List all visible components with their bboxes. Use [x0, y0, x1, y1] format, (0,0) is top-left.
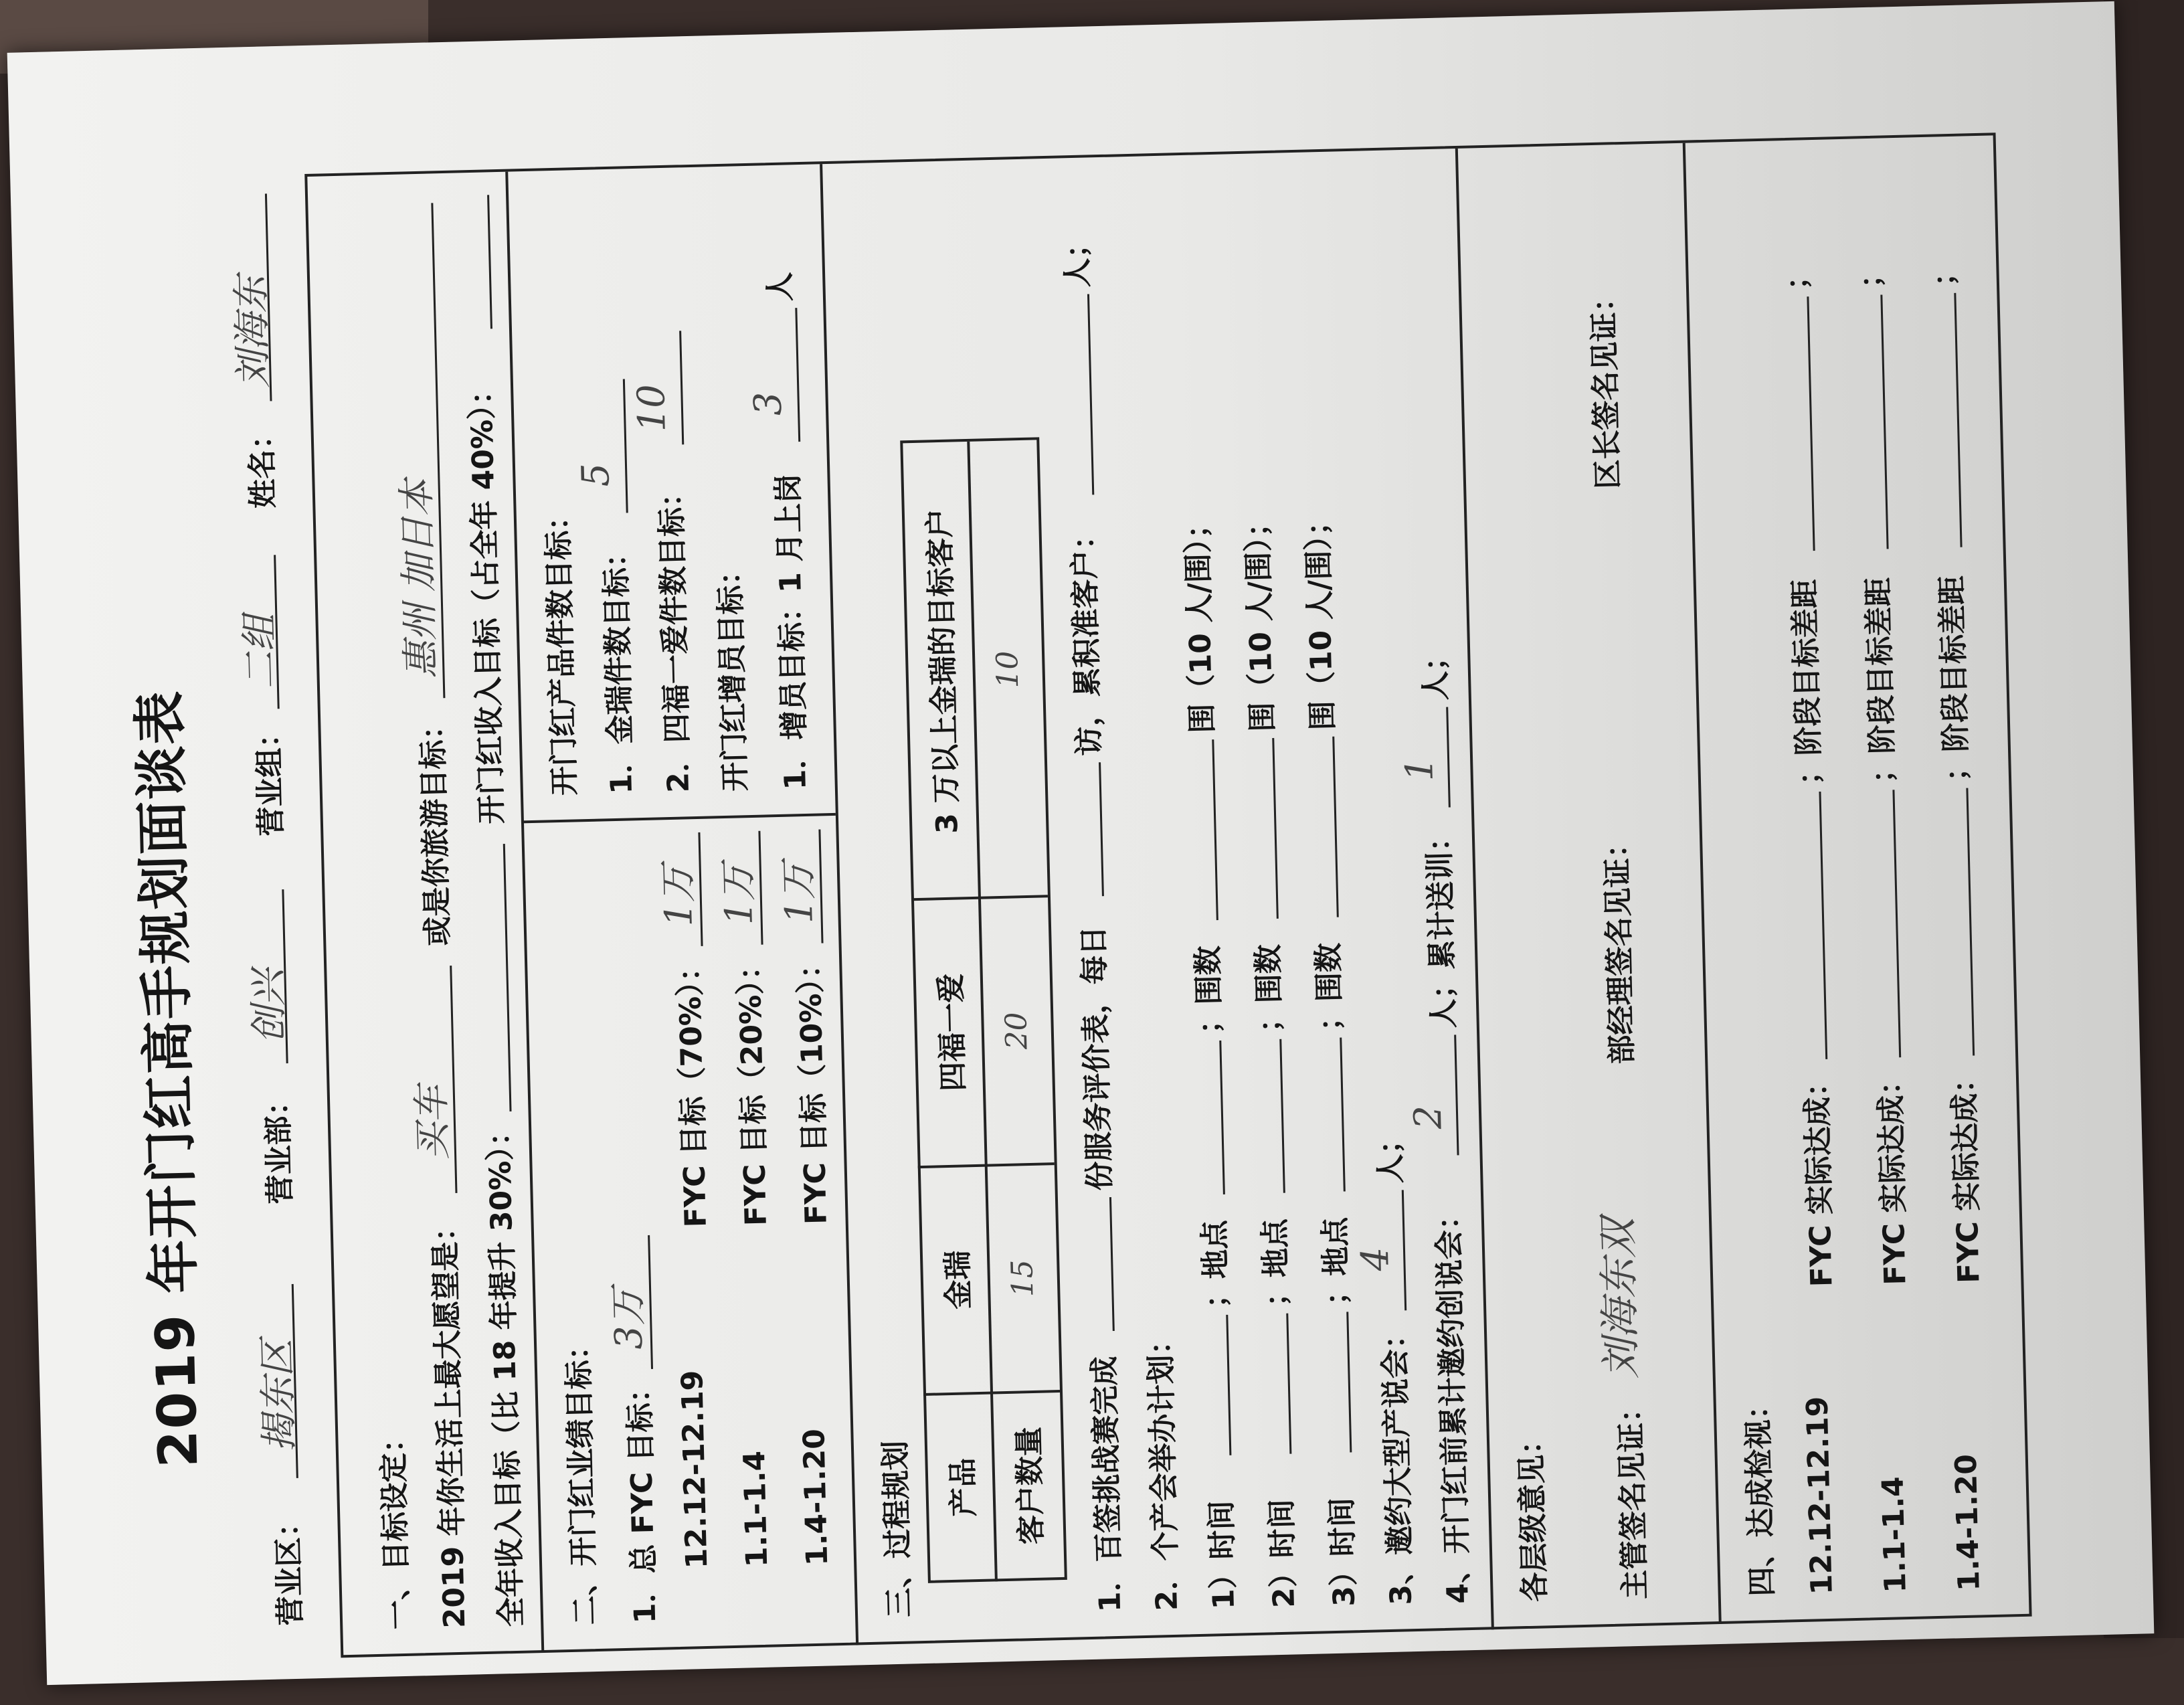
check-gap-3: ；阶段目标差距	[1928, 575, 1976, 782]
paper-sheet	[7, 1, 2155, 1685]
form-title: 2019 年开门红高手规划面谈表	[116, 689, 212, 1469]
supervisor-label: 主管签名见证：	[1606, 1393, 1654, 1599]
meeting1-time: 1）时间	[1197, 1500, 1243, 1610]
period-label-3: FYC 目标（10%）：	[786, 949, 835, 1225]
check-gap-2: ；阶段目标差距	[1854, 577, 1902, 784]
sifu-value[interactable]: 10	[630, 383, 674, 432]
table-header-jinrui: 金瑞	[921, 1167, 990, 1393]
recruit-value[interactable]: 3	[746, 391, 790, 416]
recruit-label: 1．增员目标：1 月上岗	[763, 473, 814, 790]
manager-label: 部经理签名见证：	[1592, 828, 1641, 1065]
district-label: 区长签名见证：	[1579, 282, 1627, 489]
check-end-2: ；	[1846, 258, 1890, 289]
group-value[interactable]: 二组	[230, 614, 285, 690]
period-range-1: 12.12-12.19	[675, 1370, 714, 1569]
section4-heading: 四、达成检视：	[1733, 1390, 1781, 1597]
name-value[interactable]: 刘海东	[221, 275, 278, 389]
period-value-2[interactable]: 1万	[709, 863, 763, 926]
income-label: 全年收入目标（比 18 年提升 30%）：	[475, 1116, 531, 1627]
dept-value[interactable]: 创兴	[238, 968, 294, 1045]
item4-label: 4、开门红前累计邀约创说会：	[1424, 1200, 1477, 1604]
section2-heading: 二、开门红业绩目标：	[554, 1330, 604, 1625]
period-range-2: 1.1-1.4	[737, 1450, 774, 1567]
meeting2-place: ；地点	[1251, 1218, 1295, 1308]
sifu-label: 2．四福一爱件数目标：	[646, 477, 697, 793]
table-cell-sifu[interactable]: 20	[981, 897, 1052, 1164]
table-header-target: 3 万以上金瑞的目标客户	[903, 444, 978, 898]
meeting1-count: ；围数	[1184, 946, 1228, 1035]
interview-form	[63, 82, 2128, 1704]
item4-value[interactable]: 2	[1406, 1105, 1451, 1130]
check-range-2: 1.1-1.4	[1876, 1476, 1912, 1593]
recruit-heading: 开门红增员目标：	[705, 555, 754, 792]
jinrui-label: 1．金瑞件数目标：	[592, 538, 640, 795]
item4-unit: 人；	[1410, 641, 1455, 701]
total-fyc-label: 1．总 FYC 目标：	[615, 1373, 664, 1624]
check-end-3: ；	[1920, 257, 1963, 288]
check-end-1: ；	[1772, 260, 1816, 291]
opinions-heading: 各层级意见：	[1506, 1425, 1553, 1602]
item4-value2[interactable]: 1	[1398, 757, 1442, 782]
table-cell-target[interactable]: 10	[970, 443, 1044, 897]
wish-value[interactable]: 买车	[402, 1085, 458, 1161]
period-value-1[interactable]: 1万	[648, 865, 703, 927]
recruit-unit: 人	[755, 272, 799, 302]
section3-heading: 三、过程规划	[871, 1440, 918, 1617]
name-label: 姓名：	[237, 420, 282, 509]
period-label-2: FYC 目标（20%）：	[725, 950, 775, 1227]
check-range-3: 1.4-1.20	[1949, 1454, 1987, 1592]
check-gap-1: ；阶段目标差距	[1781, 579, 1829, 786]
period-range-3: 1.4-1.20	[797, 1429, 834, 1566]
jinrui-value[interactable]: 5	[574, 462, 618, 487]
period-value-3[interactable]: 1万	[769, 862, 824, 925]
item3-unit: 人；	[1365, 1124, 1409, 1184]
item1-text-b: 份服务评价表，每日	[1069, 925, 1119, 1191]
check-actual-1: FYC 实际达成：	[1793, 1067, 1841, 1287]
table-row-label: 客户数量	[993, 1393, 1062, 1579]
table-cell-jinrui[interactable]: 15	[988, 1165, 1057, 1391]
table-header-product: 产品	[926, 1395, 995, 1581]
supervisor-signature[interactable]: 刘海东双	[1586, 1218, 1647, 1380]
item2-heading: 2．个产会举办计划：	[1136, 1325, 1186, 1611]
check-range-1: 12.12-12.19	[1801, 1396, 1839, 1595]
travel-label: 或是你旅游目标：	[408, 710, 457, 946]
total-fyc-value[interactable]: 3万	[598, 1287, 653, 1350]
meeting3-per: 围（10 人/围）；	[1293, 506, 1342, 731]
kmh-income-label: 开门红收入目标（占全年 40%）：	[457, 375, 511, 824]
item3-value[interactable]: 4	[1354, 1247, 1398, 1271]
product-heading: 开门红产品件数目标：	[533, 501, 583, 796]
meeting2-count: ；围数	[1244, 944, 1289, 1034]
area-label: 营业区：	[264, 1508, 309, 1627]
area-value[interactable]: 揭东区	[248, 1339, 304, 1453]
check-actual-3: FYC 实际达成：	[1939, 1063, 1987, 1283]
meeting2-per: 围（10 人/围）；	[1233, 507, 1281, 732]
table-header-sifu: 四福一爱	[914, 899, 985, 1166]
item1-text-d: 人；	[1053, 228, 1097, 288]
dept-label: 营业部：	[254, 1086, 299, 1205]
meeting3-count: ；围数	[1304, 942, 1349, 1032]
meeting2-time: 2）时间	[1257, 1499, 1303, 1609]
item1-text-a: 1．百签挑战赛完成	[1080, 1356, 1129, 1613]
wish-label: 2019 年你生活上最大愿望是：	[420, 1212, 473, 1629]
meeting3-time: 3）时间	[1317, 1497, 1363, 1607]
meeting1-per: 围（10 人/围）；	[1173, 509, 1221, 733]
meeting1-place: ；地点	[1190, 1220, 1235, 1310]
section1-heading: 一、目标设定：	[369, 1423, 417, 1630]
meeting3-place: ；地点	[1311, 1217, 1356, 1306]
travel-value[interactable]: 惠州 加日本	[387, 478, 445, 679]
item3-label: 3、邀约大型产说会：	[1370, 1319, 1420, 1605]
period-label-1: FYC 目标（70%）：	[665, 952, 715, 1228]
check-actual-2: FYC 实际达成：	[1865, 1065, 1914, 1285]
item4-mid: 人；累计送训：	[1415, 822, 1463, 1028]
item1-text-c: 访，累积准客户：	[1059, 520, 1108, 756]
group-label: 营业组：	[244, 718, 290, 837]
